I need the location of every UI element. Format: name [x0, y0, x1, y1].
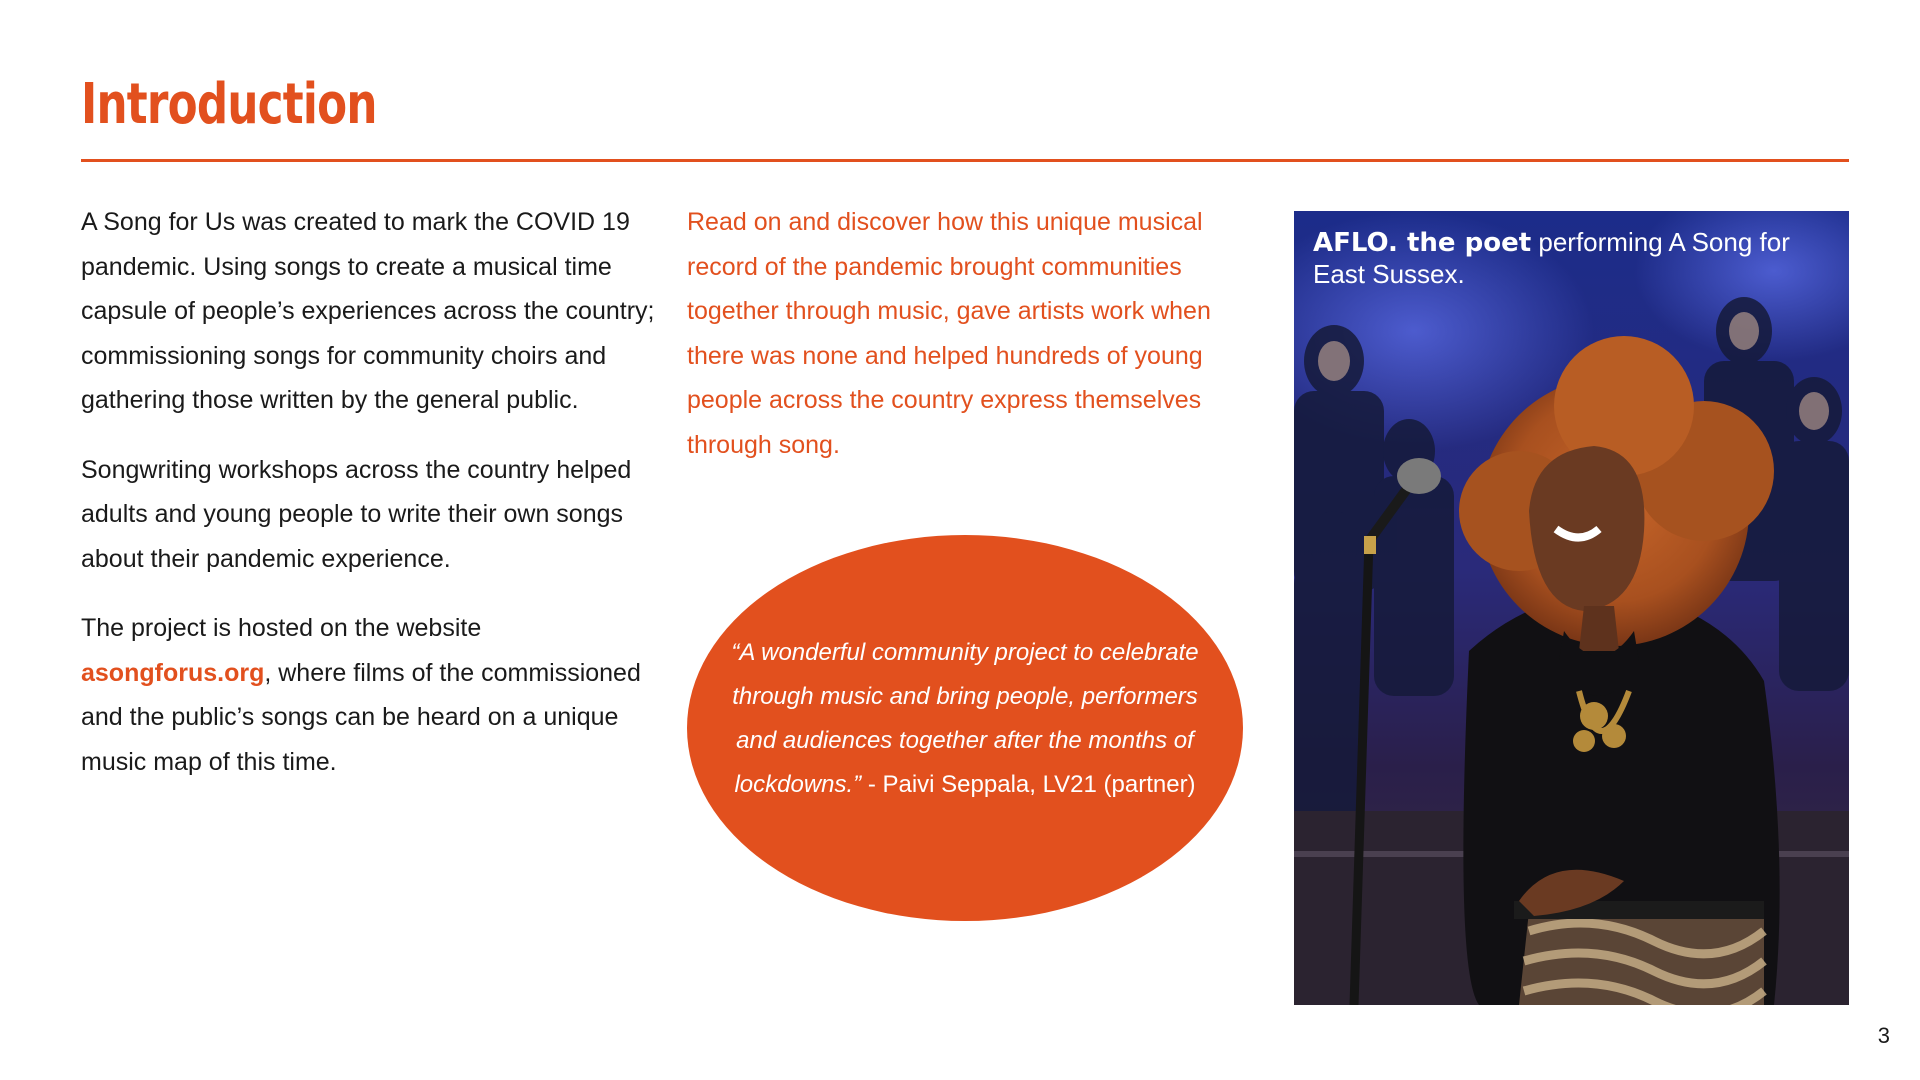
photo-caption-text: performing A Song for East Sussex. [1313, 227, 1790, 289]
intro-paragraph-3 [81, 606, 661, 784]
quote-text: “A wonderful community project to celebrate through music and bring people, performers and audiences together after the months of lockdowns.” [731, 639, 1199, 798]
quote-attribution: - Paivi Seppala, LV21 (partner) [861, 771, 1196, 798]
performer-photo [1294, 211, 1849, 1005]
title-divider [81, 159, 1849, 162]
intro-paragraph-1: A Song for Us was created to mark the COVID 19 pandemic. Using songs to create a musical time capsule of people’s experiences across the country; commissioning songs for community choirs and gathering those written by the general public. [81, 208, 655, 414]
performer-photo-illustration [1294, 211, 1849, 1005]
discover-paragraph: Read on and discover how this unique musical record of the pandemic brought communities together through music, gave artists work when there was none and helped hundreds of young people across the country express themselves through song. [687, 208, 1211, 459]
intro-paragraph-3-start: The project is hosted on the website [81, 614, 482, 642]
quote-text-block [710, 631, 1220, 807]
page-number: 3 [1877, 1023, 1890, 1048]
intro-paragraph-3-end: , where films of the commissioned and the public’s songs can be heard on a unique music map of this time. [81, 658, 641, 776]
page-title: Introduction [81, 72, 377, 137]
website-link[interactable]: asongforus.org [81, 658, 265, 687]
quote-bubble [687, 535, 1243, 921]
intro-column [81, 200, 661, 809]
photo-caption [1313, 227, 1849, 290]
intro-paragraph-2: Songwriting workshops across the country helped adults and young people to write their own songs about their pandemic experience. [81, 455, 632, 573]
photo-caption-name: AFLO. the poet [1313, 228, 1532, 258]
